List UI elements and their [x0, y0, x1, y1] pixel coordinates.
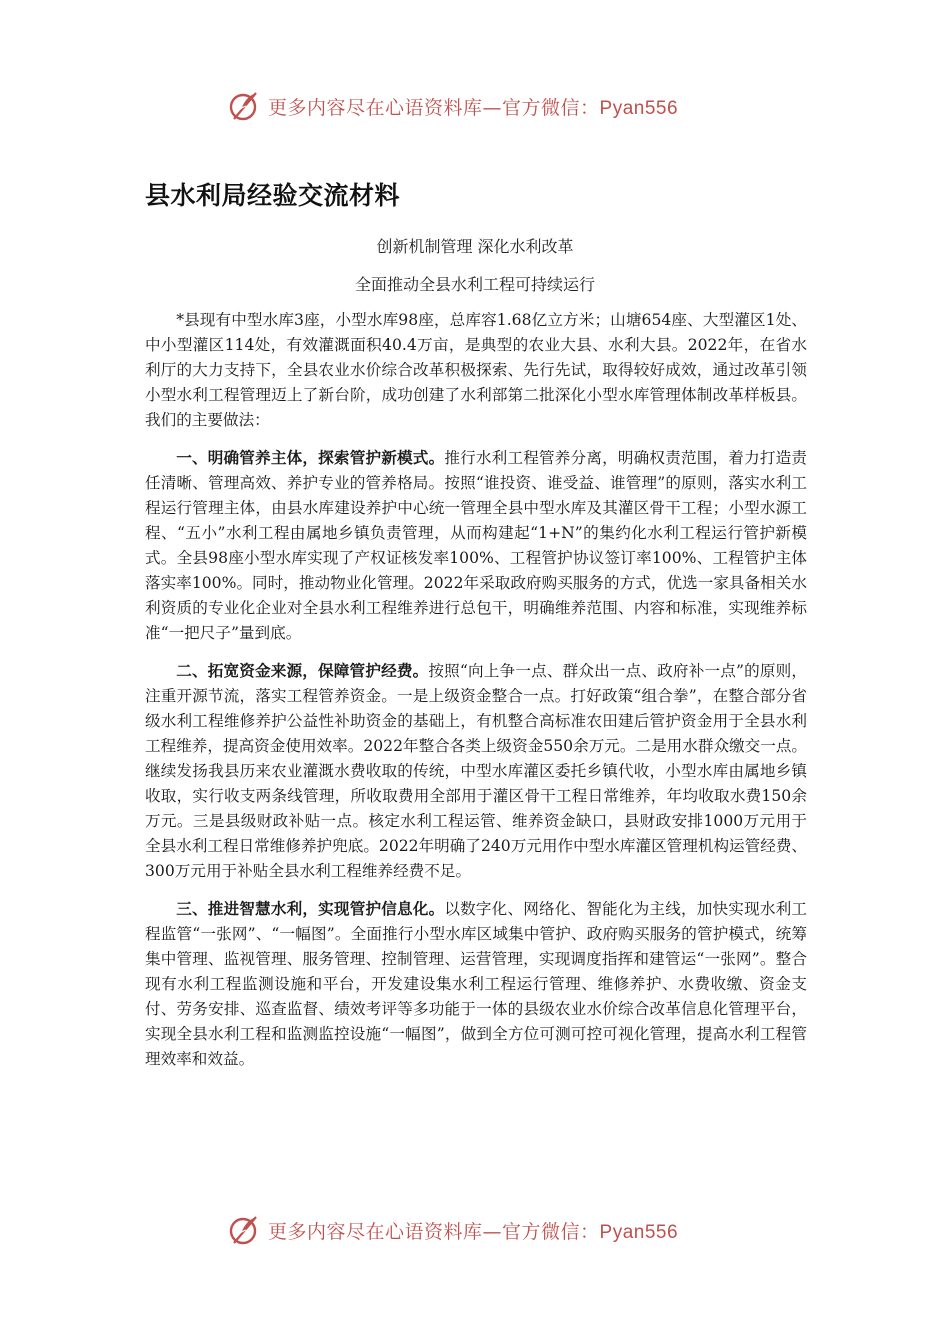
section-text-2: 按照“向上争一点、群众出一点、政府补一点”的原则，注重开源节流，落实工程管养资金。一是上级资金整合一点。打好政策“组合拳”，在整合部分省级水利工程维修养护公益性补助资金的基础上，有机整合高标准农田建后管护资金用于全县水利工程维养，提高资金使用效率。2022年整合各类上级资金550余万元。二是用水群众缴交一点。继续发扬我县历来农业灌溉水费收取的传统，中型水库灌区委托乡镇代收，小型水库由属地乡镇收取，实行收支两条线管理，所收取费用全部用于灌区骨干工程日常维养，年均收取水费150余万元。三是县级财政补贴一点。核定水利工程运管、维养资金缺口，县财政安排1000万元用于全县水利工程日常维修养护兜底。2022年明确了240万元用作中型水库灌区管理机构运管经费、300万元用于补贴全县水利工程维养经费不足。 — [145, 662, 808, 880]
subtitle-primary: 创新机制管理 深化水利改革 — [376, 237, 574, 256]
section-paragraph-2 — [145, 658, 807, 884]
watermark-handle: Pyan556 — [599, 1221, 679, 1243]
section-paragraph-1 — [145, 445, 807, 646]
intro-paragraph: *县现有中型水库3座，小型水库98座，总库容1.68亿立方米；山塘654座、大型灌区1处、中小型灌区114处，有效灌溉面积40.4万亩，是典型的农业大县、水利大县。2022年，在省水利厅的大力支持下，全县农业水价综合改革积极探索、先行先试，取得较好成效，通过改革引领小型水利工程管理迈上了新台阶，成功创建了水利部第二批深化小型水库管理体制改革样板县。我们的主要做法： — [145, 311, 807, 429]
section-text-3: 以数字化、网络化、智能化为主线，加快实现水利工程监管“一张网”、“一幅图”。全面推行小型水库区域集中管护、政府购买服务的管护模式，统筹集中管理、监视管理、服务管理、控制管理、运营管理，实现调度指挥和建管运“一张网”。整合现有水利工程监测设施和平台，开发建设集水利工程运行管理、维修养护、水费收缴、资金支付、劳务安排、巡查监督、绩效考评等多功能于一体的县级农业水价综合改革信息化管理平台，实现全县水利工程和监测监控设施“一幅图”，做到全方位可测可控可视化管理，提高水利工程管理效率和效益。 — [145, 900, 807, 1068]
watermark-text: 更多内容尽在心语资料库—官方微信：Pyan556 — [268, 96, 679, 119]
feather-logo-icon — [228, 89, 262, 123]
section-heading-2: 二、拓宽资金来源，保障管护经费。 — [176, 661, 429, 680]
feather-logo-icon — [228, 1213, 262, 1247]
section-heading-3: 三、推进智慧水利，实现管护信息化。 — [176, 899, 445, 918]
watermark-handle: Pyan556 — [599, 97, 679, 119]
section-heading-1: 一、明确管养主体，探索管护新模式。 — [176, 448, 445, 467]
section-paragraph-3 — [145, 896, 807, 1072]
subtitle-secondary: 全面推动全县水利工程可持续运行 — [354, 275, 595, 294]
document-title: 县水利局经验交流材料 — [145, 181, 401, 210]
document-body — [145, 308, 807, 1072]
watermark-banner-bottom — [228, 1210, 678, 1250]
watermark-banner-top — [228, 86, 678, 126]
section-text-1: 推行水利工程管养分离，明确权责范围，着力打造责任清晰、管理高效、养护专业的管养格局。按照“谁投资、谁受益、谁管理”的原则，落实水利工程运行管理主体，由县水库建设养护中心统一管理全县中型水库及其灌区骨干工程；小型水源工程、“五小”水利工程由属地乡镇负责管理，从而构建起“1+N”的集约化水利工程运行管护新模式。全县98座小型水库实现了产权证核发率100%、工程管护协议签订率100%、工程管护主体落实率100%。同时，推动物业化管理。2022年采取政府购买服务的方式，优选一家具备相关水利资质的专业化企业对全县水利工程维养进行总包干，明确维养范围、内容和标准，实现维养标准“一把尺子”量到底。 — [145, 449, 807, 642]
watermark-text: 更多内容尽在心语资料库—官方微信：Pyan556 — [268, 1220, 679, 1243]
